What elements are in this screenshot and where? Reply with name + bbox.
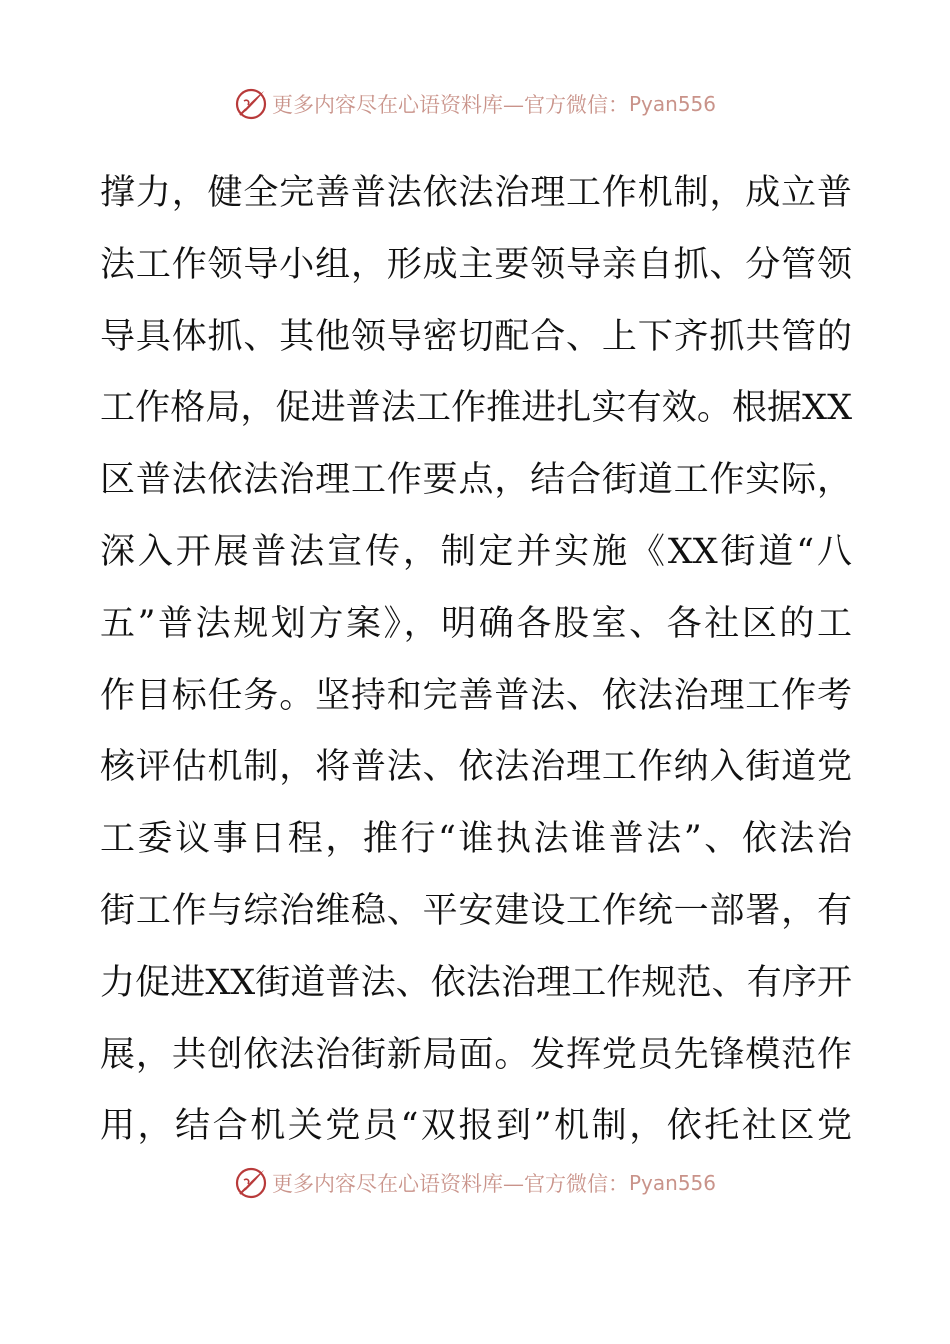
body-line: 用，结合机关党员“双报到”机制，依托社区党: [100, 1106, 852, 1147]
body-line: 核评估机制，将普法、依法治理工作纳入街道党: [100, 747, 852, 788]
body-line: 深入开展普法宣传，制定并实施《XX街道“八: [100, 531, 852, 572]
footer-watermark: [0, 1163, 950, 1203]
header-watermark: [0, 84, 950, 124]
quill-logo-icon: [234, 87, 268, 121]
body-line: 导具体抓、其他领导密切配合、上下齐抓共管的: [100, 316, 852, 357]
body-line: 工作格局，促进普法工作推进扎实有效。根据XX: [100, 388, 852, 429]
body-line: 法工作领导小组，形成主要领导亲自抓、分管领: [100, 244, 852, 285]
quill-logo-icon: [234, 1166, 268, 1200]
body-line: 区普法依法治理工作要点，结合街道工作实际，: [100, 460, 852, 501]
body-line: 展，共创依法治街新局面。发挥党员先锋模范作: [100, 1034, 852, 1075]
body-line: 街工作与综治维稳、平安建设工作统一部署，有: [100, 890, 852, 931]
body-line: 力促进XX街道普法、依法治理工作规范、有序开: [100, 962, 852, 1003]
watermark-wechat-id: Pyan556: [628, 92, 716, 116]
body-line: 作目标任务。坚持和完善普法、依法治理工作考: [100, 675, 852, 716]
watermark-wechat-id: Pyan556: [628, 1171, 716, 1195]
body-line: 五”普法规划方案》，明确各股室、各社区的工: [100, 603, 852, 644]
watermark-text: 更多内容尽在心语资料库—官方微信：: [271, 1172, 629, 1196]
body-line: 撑力，健全完善普法依法治理工作机制，成立普: [100, 173, 852, 213]
body-line: 工委议事日程，推行“谁执法谁普法”、依法治: [100, 819, 852, 860]
watermark-text: 更多内容尽在心语资料库—官方微信：: [271, 93, 629, 117]
document-body: [100, 158, 852, 1163]
